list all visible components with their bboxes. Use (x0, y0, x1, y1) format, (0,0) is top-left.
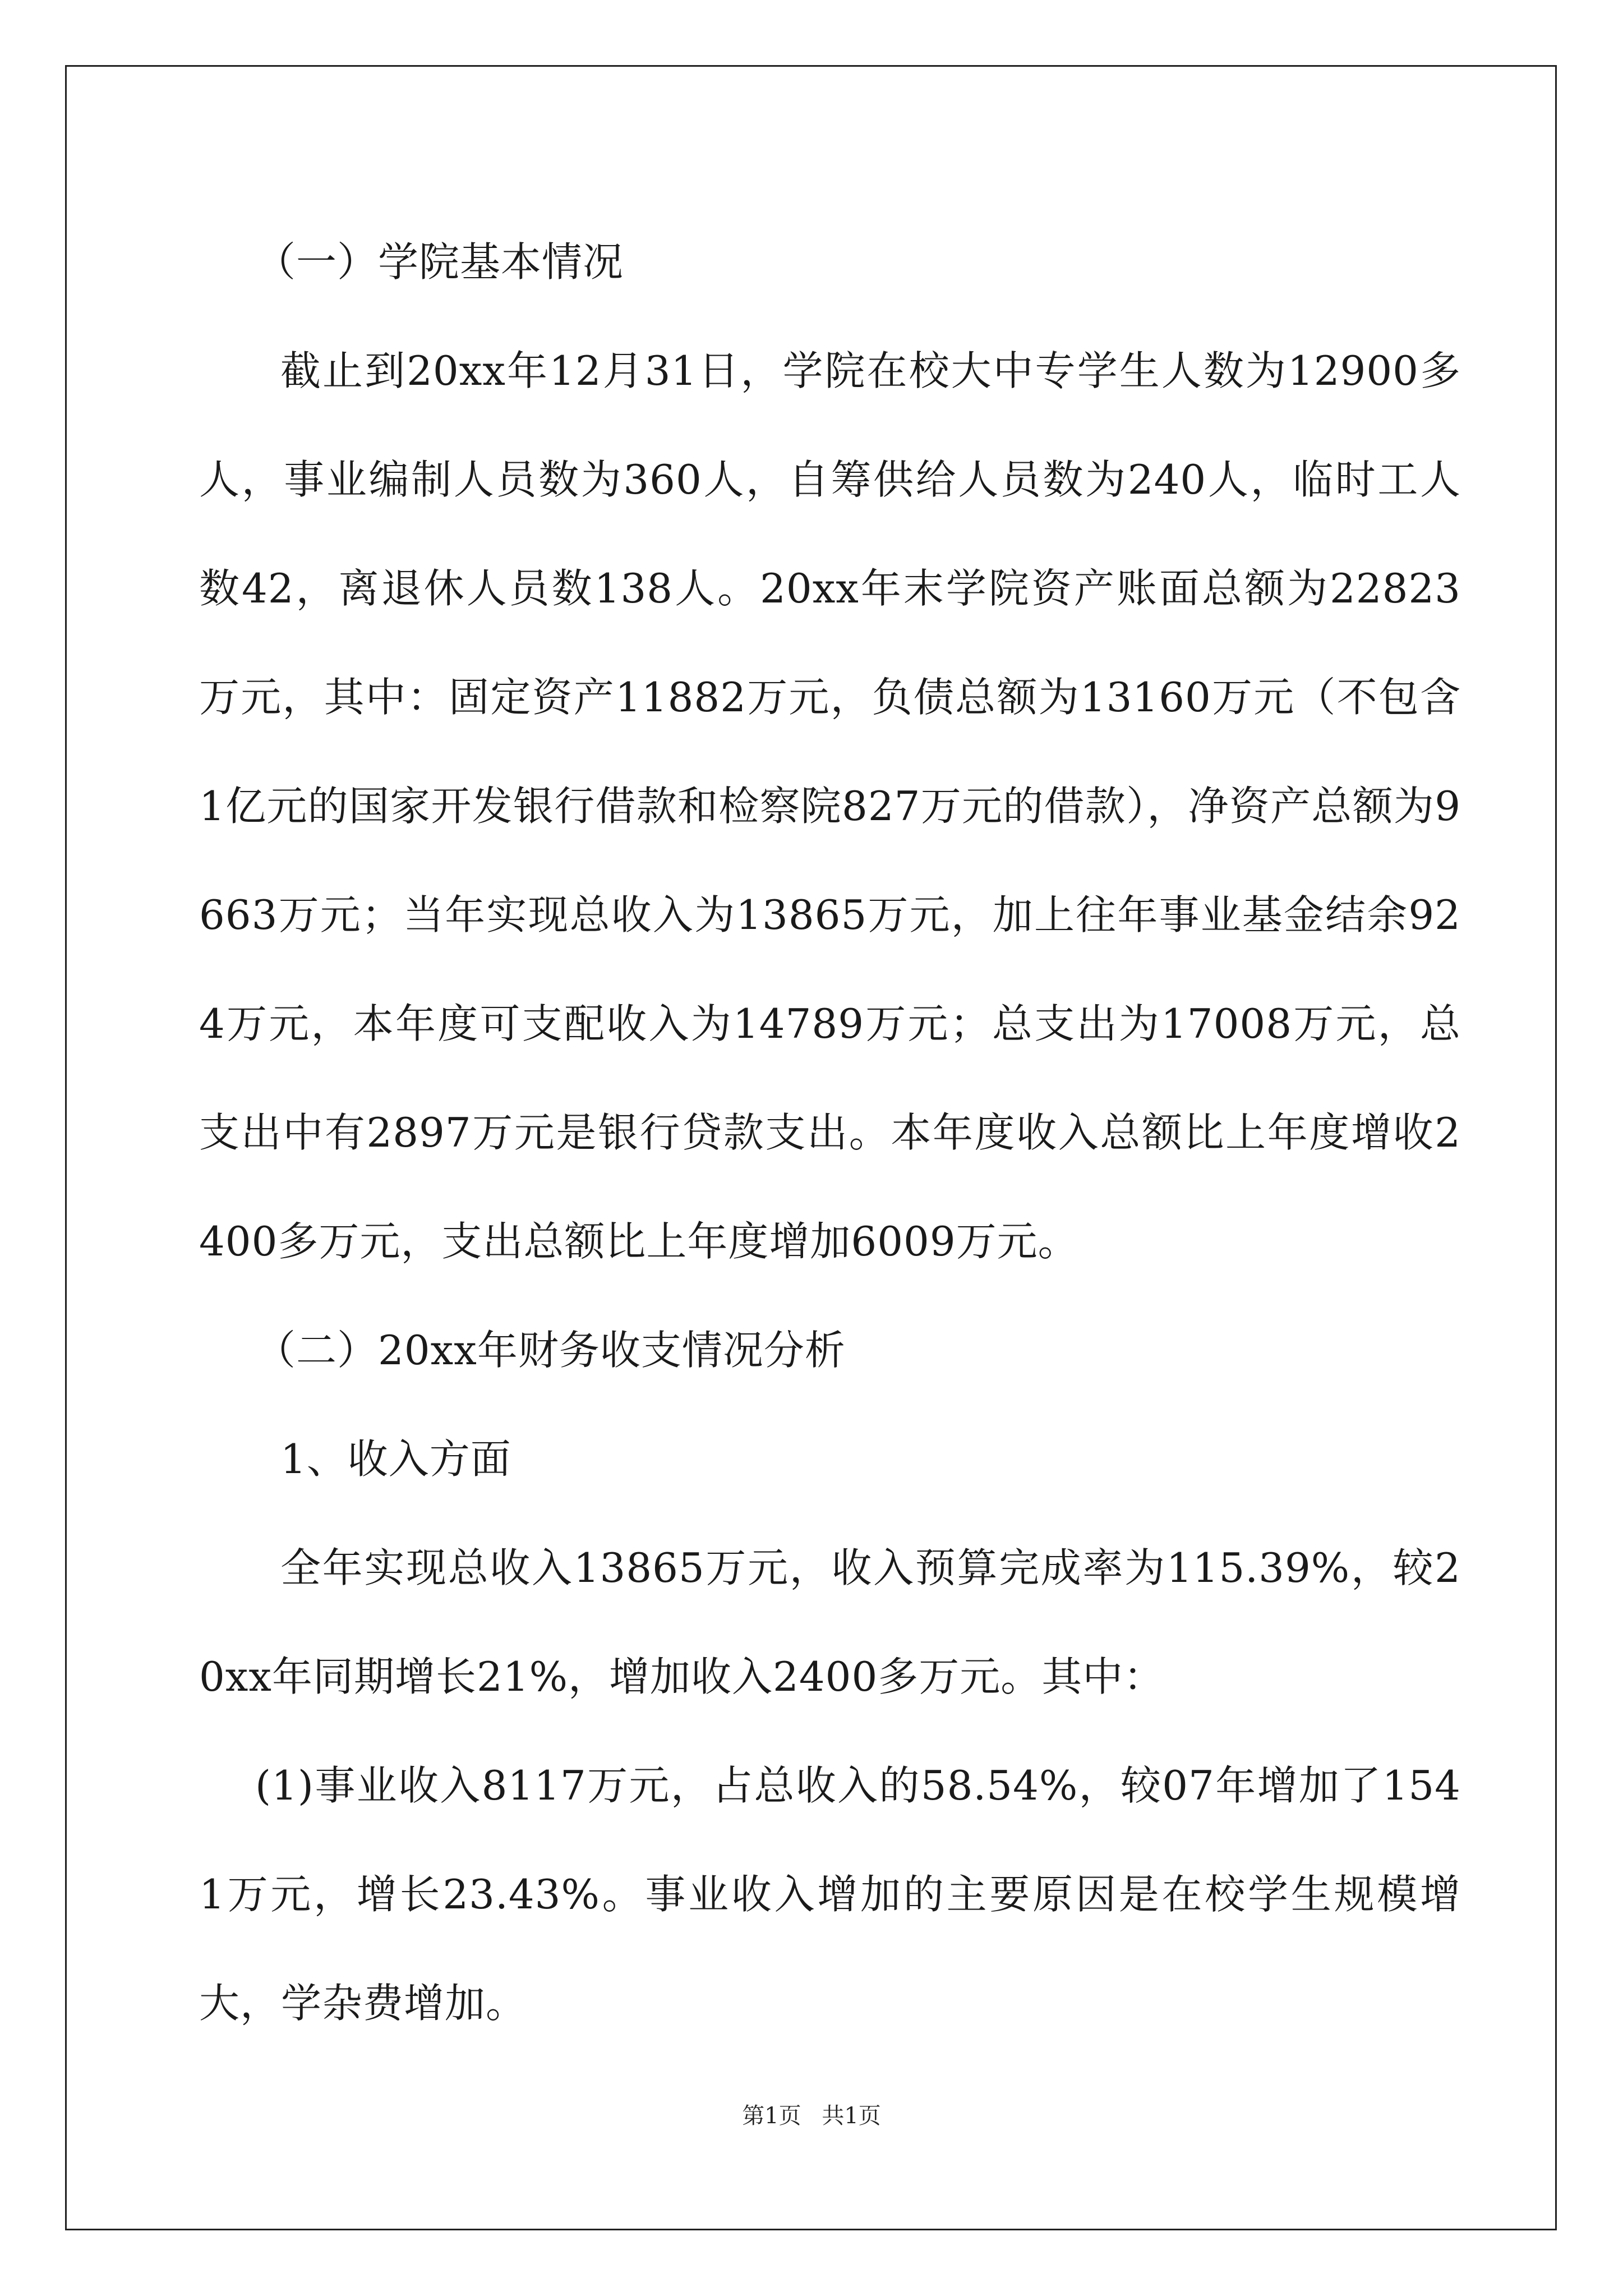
document-body (199, 208, 1461, 2058)
paragraph-business-income: (1)事业收入8117万元，占总收入的58.54%，较07年增加了1541万元，增长23.43%。事业收入增加的主要原因是在校学生规模增大，学杂费增加。 (199, 1762, 1461, 2027)
paragraph-basic-info: 截止到20xx年12月31日，学院在校大中专学生人数为12900多人，事业编制人员数为360人，自筹供给人员数为240人，临时工人数42，离退休人员数138人。20xx年末学院资产账面总额为22823万元，其中：固定资产11882万元，负债总额为13160万元（不包含1亿元的国家开发银行借款和检察院827万元的借款），净资产总额为9663万元；当年实现总收入为13865万元，加上往年事业基金结余924万元，本年度可支配收入为14789万元；总支出为17008万元，总支出中有2897万元是银行贷款支出。本年度收入总额比上年度增收2400多万元，支出总额比上年度增加6009万元。 (199, 347, 1461, 1265)
subheading-income: 1、收入方面 (280, 1435, 511, 1483)
page-total: 共1页 (822, 2103, 881, 2129)
page-footer (0, 2098, 1623, 2130)
section-heading-basic-info: （一）学院基本情况 (255, 238, 624, 286)
page-number: 第1页 (742, 2103, 801, 2129)
paragraph-total-income: 全年实现总收入13865万元，收入预算完成率为115.39%，较20xx年同期增长21%，增加收入2400多万元。其中： (199, 1544, 1461, 1700)
section-heading-finance-analysis: （二）20xx年财务收支情况分析 (255, 1327, 846, 1374)
